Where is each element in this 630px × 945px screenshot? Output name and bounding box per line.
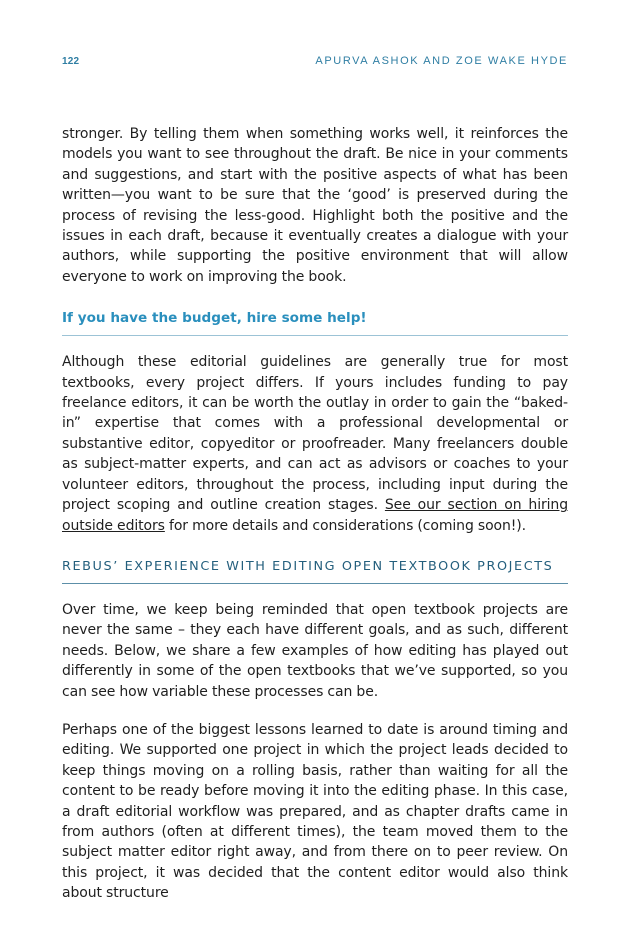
paragraph-text: Although these editorial guidelines are generally true for most textbooks, every project differs. If yours includes funding to pay freelance editors, it can be worth the outlay in order to gain the “baked-in” expertise that comes with a professional developmental or substantive editor, copyeditor or proofreader. Many freelancers double as subject-matter experts, and can act as advisors or coaches to your volunteer editors, throughout the process, including input during the project scoping and outline creation stages.: [62, 354, 568, 514]
body-paragraph: stronger. By telling them when something works well, it reinforces the models you want to see throughout the draft. Be nice in your comments and suggestions, and start with the positive aspects of what has been written—you want to be sure that the ‘good’ is preserved during the process of revising the less-good. Highlight both the positive and the issues in each draft, because it eventually creates a dialogue with your authors, while supporting the positive environment that will allow everyone to work on improving the book.: [62, 126, 568, 285]
page-number: 122: [62, 56, 80, 67]
body-paragraph: [62, 352, 568, 536]
body-paragraph: Perhaps one of the biggest lessons learned to date is around timing and editing. We supported one project in which the project leads decided to keep things moving on a rolling basis, rather than waiting for all the content to be ready before moving it into the editing phase. In this case, a draft editorial workflow was prepared, and as chapter drafts came in from authors (often at different times), the team moved them to the subject matter editor right away, and from there on to peer review. On this project, it was decided that the content editor would also think about structure: [62, 721, 568, 902]
section-heading: REBUS’ EXPERIENCE WITH EDITING OPEN TEXTBOOK PROJECTS: [62, 558, 568, 584]
running-head: APURVA ASHOK AND ZOE WAKE HYDE: [315, 55, 568, 67]
hiring-editors-link[interactable]: See our section on hiring outside editors: [62, 497, 568, 534]
page-body: [62, 124, 568, 904]
paragraph-spacer: [62, 702, 568, 720]
page-header: [62, 56, 568, 70]
subheading: If you have the budget, hire some help!: [62, 309, 568, 336]
paragraph-text: for more details and considerations (coming soon!).: [164, 517, 527, 534]
body-paragraph: Over time, we keep being reminded that open textbook projects are never the same – they each have different goals, and as such, different needs. Below, we share a few examples of how editing has played out differently in some of the open textbooks that we’ve supported, so you can see how variable these processes can be.: [62, 601, 568, 700]
